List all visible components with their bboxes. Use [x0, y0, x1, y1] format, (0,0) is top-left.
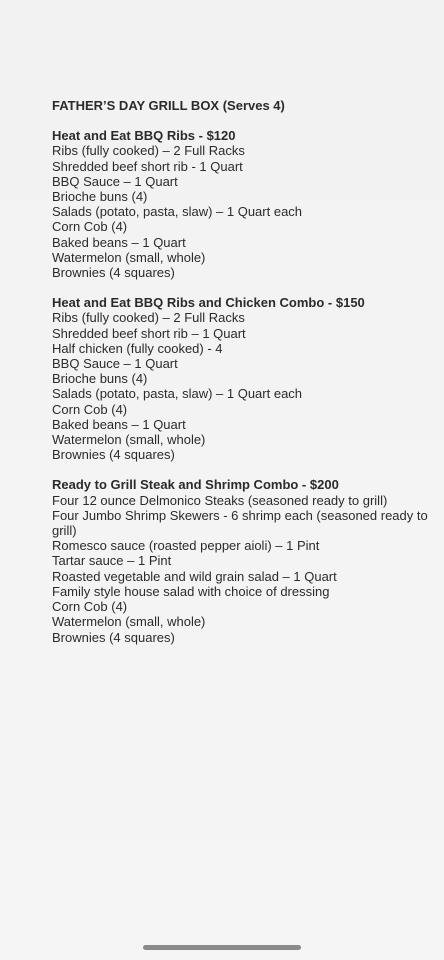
list-item: Half chicken (fully cooked) - 4	[52, 340, 223, 356]
section-bbq-ribs	[52, 128, 437, 280]
document-title: FATHER’S DAY GRILL BOX (Serves 4)	[52, 98, 285, 113]
list-item: Shredded beef short rib - 1 Quart	[52, 158, 243, 174]
list-item: Four Jumbo Shrimp Skewers - 6 shrimp each (seasoned ready to grill)	[52, 507, 428, 539]
list-item: Ribs (fully cooked) – 2 Full Racks	[52, 143, 245, 159]
list-item: Brioche buns (4)	[52, 371, 148, 387]
list-item: Salads (potato, pasta, slaw) – 1 Quart each	[52, 386, 303, 402]
list-item: BBQ Sauce – 1 Quart	[52, 173, 178, 189]
list-item: Brownies (4 squares)	[52, 629, 175, 645]
menu-document	[52, 98, 437, 660]
list-item: Four 12 ounce Delmonico Steaks (seasoned ready to grill)	[52, 492, 388, 508]
list-item: Tartar sauce – 1 Pint	[52, 553, 172, 569]
section-title: Heat and Eat BBQ Ribs and Chicken Combo - $150	[52, 295, 365, 311]
list-item: Salads (potato, pasta, slaw) – 1 Quart each	[52, 204, 303, 220]
list-item: Romesco sauce (roasted pepper aioli) – 1 Pint	[52, 538, 320, 554]
list-item: Family style house salad with choice of dressing	[52, 583, 330, 599]
section-title: Ready to Grill Steak and Shrimp Combo - $200	[52, 477, 339, 493]
list-item: Shredded beef short rib – 1 Quart	[52, 325, 246, 341]
list-item: Roasted vegetable and wild grain salad – 1 Quart	[52, 568, 337, 584]
list-item: Watermelon (small, whole)	[52, 432, 206, 448]
list-item: BBQ Sauce – 1 Quart	[52, 356, 178, 372]
list-item: Baked beans – 1 Quart	[52, 234, 186, 250]
list-item: Watermelon (small, whole)	[52, 249, 206, 265]
list-item: Brioche buns (4)	[52, 189, 148, 205]
section-title: Heat and Eat BBQ Ribs - $120	[52, 128, 236, 144]
list-item: Brownies (4 squares)	[52, 447, 175, 463]
list-item: Brownies (4 squares)	[52, 265, 175, 281]
list-item: Corn Cob (4)	[52, 219, 128, 235]
list-item: Ribs (fully cooked) – 2 Full Racks	[52, 310, 245, 326]
section-steak-shrimp-combo	[52, 477, 437, 644]
list-item: Corn Cob (4)	[52, 401, 128, 417]
section-ribs-chicken-combo	[52, 295, 437, 462]
list-item: Baked beans – 1 Quart	[52, 416, 186, 432]
list-item: Corn Cob (4)	[52, 599, 128, 615]
list-item: Watermelon (small, whole)	[52, 614, 206, 630]
home-indicator[interactable]	[143, 945, 301, 950]
